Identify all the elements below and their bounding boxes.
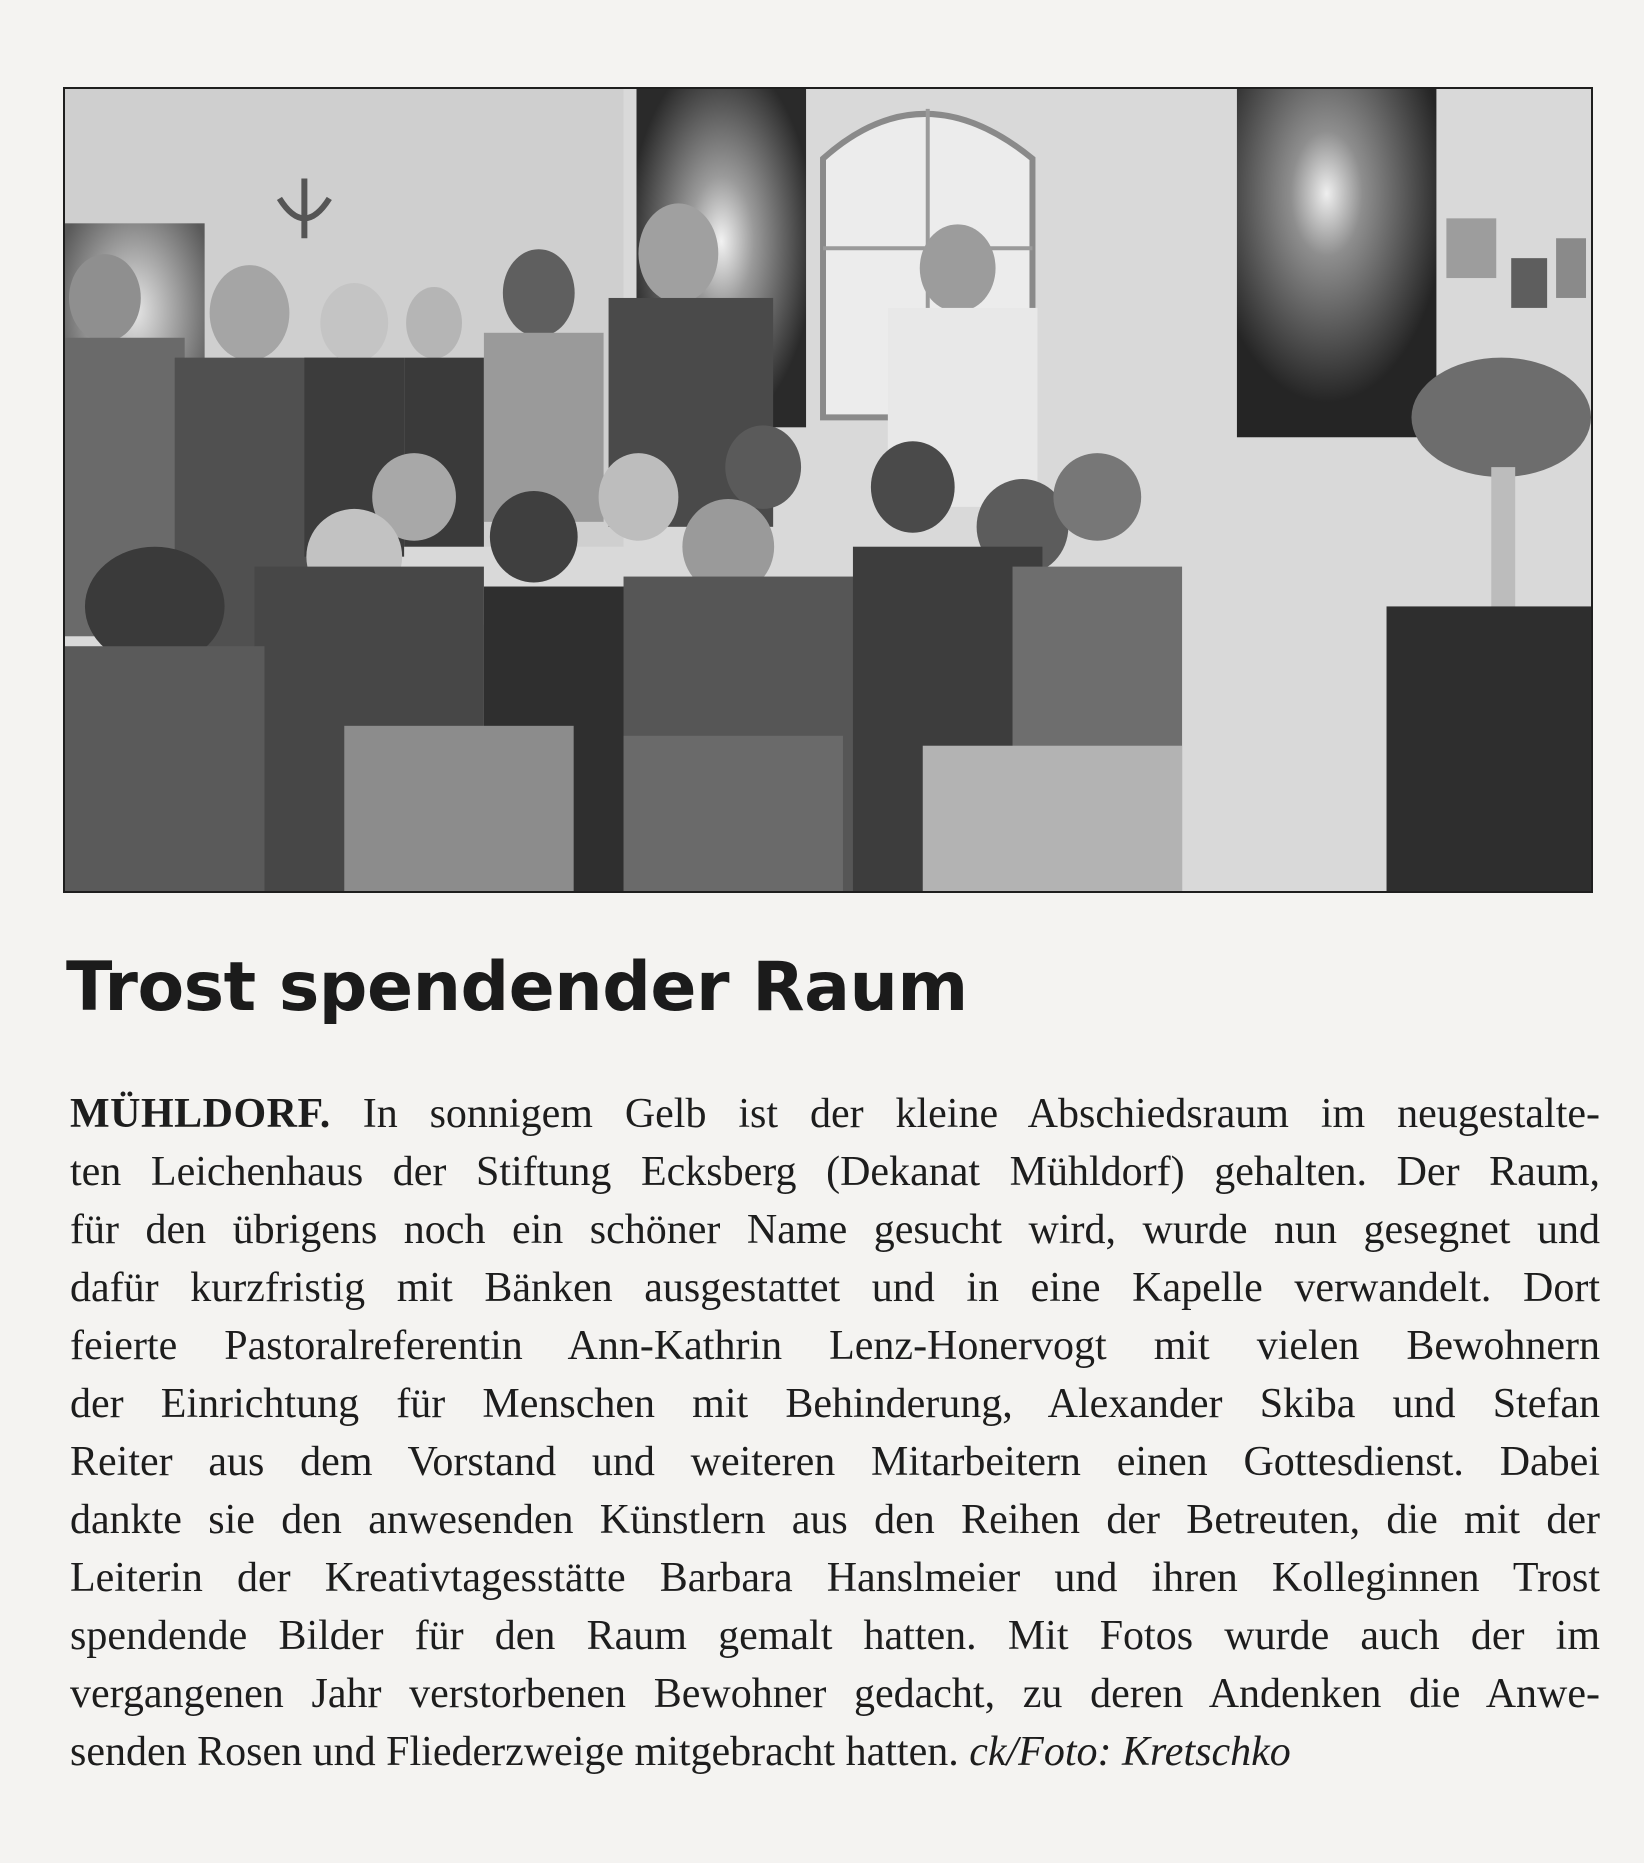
body-line: für den übrigens noch ein schöner Name gesucht wird, wurde nun gesegnet und (70, 1207, 1600, 1253)
body-line: MÜHLDORF. In sonnigem Gelb ist der kleine Abschiedsraum im neugestalte- (70, 1091, 1601, 1137)
article-body (70, 1085, 1600, 1781)
body-line: spendende Bilder für den Raum gemalt hatten. Mit Fotos wurde auch der im (70, 1613, 1600, 1659)
body-line: senden Rosen und Fliederzweige mitgebracht hatten. (70, 1729, 959, 1775)
dateline: MÜHLDORF. (70, 1091, 331, 1137)
body-line: dafür kurzfristig mit Bänken ausgestattet und in eine Kapelle verwandelt. Dort (70, 1265, 1600, 1311)
photo-credit: ck/Foto: Kretschko (969, 1729, 1291, 1775)
article-photo (63, 87, 1593, 893)
body-line: Reiter aus dem Vorstand und weiteren Mitarbeitern einen Gottesdienst. Dabei (70, 1439, 1600, 1485)
body-line: dankte sie den anwesenden Künstlern aus den Reihen der Betreuten, die mit der (70, 1497, 1600, 1543)
body-line: der Einrichtung für Menschen mit Behinderung, Alexander Skiba und Stefan (70, 1381, 1600, 1427)
photo-illustration (65, 89, 1591, 891)
body-line: vergangenen Jahr verstorbenen Bewohner gedacht, zu deren Andenken die Anwe- (70, 1671, 1600, 1717)
body-line-last (70, 1723, 1600, 1781)
body-line: ten Leichenhaus der Stiftung Ecksberg (Dekanat Mühldorf) gehalten. Der Raum, (70, 1149, 1600, 1195)
body-line: Leiterin der Kreativtagesstätte Barbara Hanslmeier und ihren Kolleginnen Trost (70, 1555, 1600, 1601)
body-line: feierte Pastoralreferentin Ann-Kathrin Lenz-Honervogt mit vielen Bewohnern (70, 1323, 1600, 1369)
headline: Trost spendender Raum (66, 948, 968, 1027)
